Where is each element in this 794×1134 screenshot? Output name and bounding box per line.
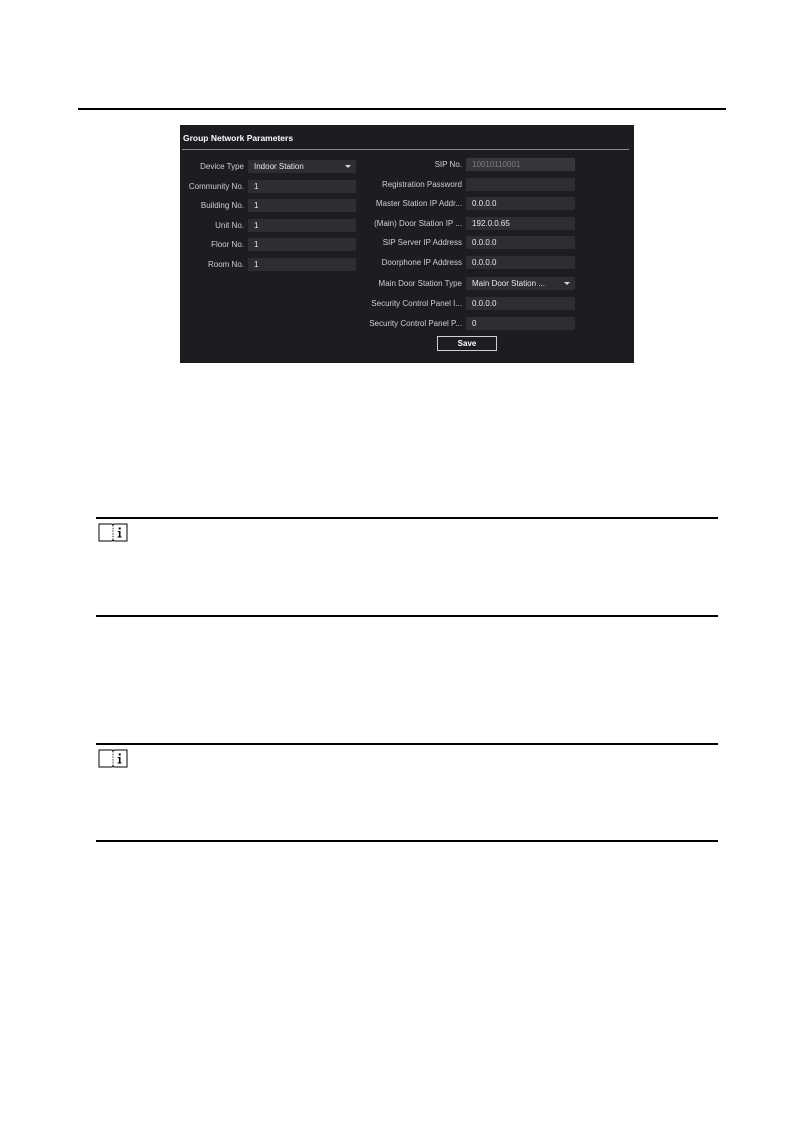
community-no-row <box>180 180 356 193</box>
sip-server-ip-label: SIP Server IP Address <box>382 238 462 247</box>
room-no-label: Room No. <box>207 260 244 269</box>
note-bottom-rule <box>96 615 718 617</box>
unit-no-label: Unit No. <box>215 221 244 230</box>
doorphone-ip-input[interactable]: 0.0.0.0 <box>466 256 575 269</box>
sip-no-row <box>358 158 575 171</box>
main-door-station-type-label: Main Door Station Type <box>378 279 462 288</box>
chevron-down-icon <box>564 282 570 285</box>
registration-password-row <box>358 178 575 191</box>
note-bottom-rule <box>96 840 718 842</box>
security-control-panel-port-label: Security Control Panel P... <box>369 319 462 328</box>
community-no-label: Community No. <box>188 182 244 191</box>
floor-no-label: Floor No. <box>211 240 244 249</box>
page-header-rule <box>78 108 726 110</box>
panel-title: Group Network Parameters <box>183 133 294 143</box>
device-type-select[interactable]: Indoor Station <box>248 160 356 173</box>
floor-no-input[interactable]: 1 <box>248 238 356 251</box>
panel-divider <box>182 149 629 150</box>
security-control-panel-ip-input[interactable]: 0.0.0.0 <box>466 297 575 310</box>
sip-server-ip-input[interactable]: 0.0.0.0 <box>466 236 575 249</box>
security-control-panel-ip-label: Security Control Panel I... <box>371 299 462 308</box>
security-control-panel-ip-row <box>358 297 575 310</box>
main-door-station-type-row <box>358 277 575 290</box>
registration-password-input[interactable] <box>466 178 575 191</box>
device-type-row <box>180 160 356 173</box>
master-station-ip-row <box>358 197 575 210</box>
doorphone-ip-row <box>358 256 575 269</box>
room-no-row <box>180 258 356 271</box>
main-door-station-ip-input[interactable]: 192.0.0.65 <box>466 217 575 230</box>
info-book-icon <box>98 522 128 542</box>
registration-password-label: Registration Password <box>381 180 462 189</box>
master-station-ip-label: Master Station IP Addr... <box>375 199 462 208</box>
note-top-rule <box>96 743 718 745</box>
building-no-input[interactable]: 1 <box>248 199 356 212</box>
security-control-panel-port-row <box>358 317 575 330</box>
sip-no-input: 10010110001 <box>466 158 575 171</box>
main-door-station-type-select[interactable]: Main Door Station ... <box>466 277 575 290</box>
note-top-rule <box>96 517 718 519</box>
chevron-down-icon <box>345 165 351 168</box>
master-station-ip-input[interactable]: 0.0.0.0 <box>466 197 575 210</box>
security-control-panel-port-input[interactable]: 0 <box>466 317 575 330</box>
community-no-input[interactable]: 1 <box>248 180 356 193</box>
unit-no-input[interactable]: 1 <box>248 219 356 232</box>
info-book-icon <box>98 748 128 768</box>
group-network-parameters-panel <box>180 125 634 363</box>
sip-no-label: SIP No. <box>434 160 462 169</box>
device-type-label: Device Type <box>200 162 244 171</box>
unit-no-row <box>180 219 356 232</box>
floor-no-row <box>180 238 356 251</box>
main-door-station-ip-label: (Main) Door Station IP ... <box>374 219 462 228</box>
main-door-station-ip-row <box>358 217 575 230</box>
building-no-row <box>180 199 356 212</box>
sip-server-ip-row <box>358 236 575 249</box>
room-no-input[interactable]: 1 <box>248 258 356 271</box>
building-no-label: Building No. <box>200 201 244 210</box>
save-button[interactable]: Save <box>437 336 497 351</box>
doorphone-ip-label: Doorphone IP Address <box>381 258 462 267</box>
